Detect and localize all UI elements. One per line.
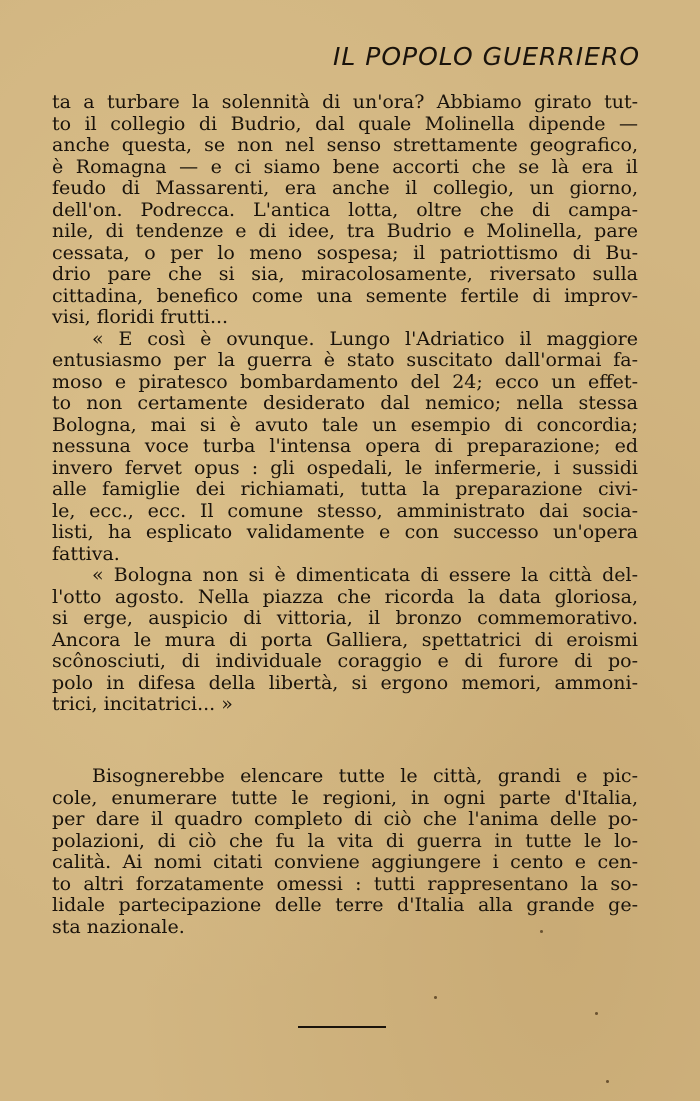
text-line: trici, incitatrici... » — [52, 693, 233, 715]
text-line: ta a turbare la solennità di un'ora? Abbiamo girato tut- — [52, 91, 638, 113]
text-line: Ancora le mura di porta Galliera, spettatrici di eroismi — [52, 628, 638, 651]
text-line: invero fervet opus : gli ospedali, le infermerie, i sussidi — [52, 456, 638, 479]
text-line: nile, di tendenze e di idee, tra Budrio e Molinella, pare — [52, 220, 638, 242]
text-line: Bisognerebbe elencare tutte le città, grandi e pic- — [92, 765, 638, 787]
text-line: cittadina, benefico come una semente fertile di improv- — [52, 284, 638, 307]
text-line: entusiasmo per la guerra è stato suscitato dall'ormai fa- — [52, 349, 638, 371]
text-line: polazioni, di ciò che fu la vita di guerra in tutte le lo- — [52, 829, 638, 852]
text-line: anche questa, se non nel senso strettamente geografico, — [52, 134, 638, 156]
text-line: visi, floridi frutti... — [52, 306, 229, 328]
text-block-lower — [52, 766, 638, 938]
paper-speck — [606, 1080, 609, 1083]
paper-speck — [540, 930, 543, 933]
text-line: si erge, auspicio di vittoria, il bronzo commemorativo. — [52, 607, 638, 629]
text-line: to altri forzatamente omessi : tutti rappresentano la so- — [52, 872, 638, 895]
text-line: Bologna, mai si è avuto tale un esempio di concordia; — [52, 413, 638, 436]
paragraph-4 — [52, 766, 638, 938]
text-block-upper — [52, 92, 638, 716]
text-line: feudo di Massarenti, era anche il collegio, un giorno, — [52, 177, 638, 199]
text-line: scônosciuti, di individuale coraggio e di furore di po- — [52, 650, 638, 672]
text-line: polo in difesa della libertà, si ergono memori, ammoni- — [52, 671, 638, 694]
text-line: « Bologna non si è dimenticata di essere la città del- — [92, 564, 638, 586]
text-line: moso e piratesco bombardamento del 24; ecco un effet- — [52, 370, 638, 393]
text-line: dell'on. Podrecca. L'antica lotta, oltre che di campa- — [52, 198, 638, 221]
paragraph-1 — [52, 92, 638, 329]
section-divider — [298, 1026, 386, 1028]
paper-speck — [595, 1012, 598, 1015]
text-line: nessuna voce turba l'intensa opera di preparazione; ed — [52, 435, 638, 457]
text-line: per dare il quadro completo di ciò che l'anima delle po- — [52, 808, 638, 830]
running-title: IL POPOLO GUERRIERO — [333, 42, 640, 71]
text-line: listi, ha esplicato validamente e con successo un'opera — [52, 521, 638, 543]
text-line: cole, enumerare tutte le regioni, in ogni parte d'Italia, — [52, 786, 638, 809]
paragraph-3 — [52, 565, 638, 716]
text-line: fattiva. — [52, 542, 120, 565]
paper-speck — [434, 996, 437, 999]
text-line: alle famiglie dei richiamati, tutta la preparazione civi- — [52, 478, 638, 500]
text-line: « E così è ovunque. Lungo l'Adriatico il maggiore — [92, 327, 638, 350]
text-line: cessata, o per lo meno sospesa; il patriottismo di Bu- — [52, 241, 638, 264]
text-line: sta nazionale. — [52, 915, 185, 938]
text-line: drio pare che si sia, miracolosamente, riversato sulla — [52, 263, 638, 285]
text-line: to il collegio di Budrio, dal quale Molinella dipende — — [52, 112, 638, 135]
text-line: le, ecc., ecc. Il comune stesso, amministrato dai socia- — [52, 499, 638, 522]
text-line: è Romagna — e ci siamo bene accorti che se là era il — [52, 155, 638, 178]
paragraph-2 — [52, 329, 638, 566]
text-line: to non certamente desiderato dal nemico; nella stessa — [52, 392, 638, 414]
text-line: l'otto agosto. Nella piazza che ricorda la data gloriosa, — [52, 585, 638, 608]
text-line: lidale partecipazione delle terre d'Italia alla grande ge- — [52, 894, 638, 916]
text-line: calità. Ai nomi citati conviene aggiungere i cento e cen- — [52, 851, 638, 873]
